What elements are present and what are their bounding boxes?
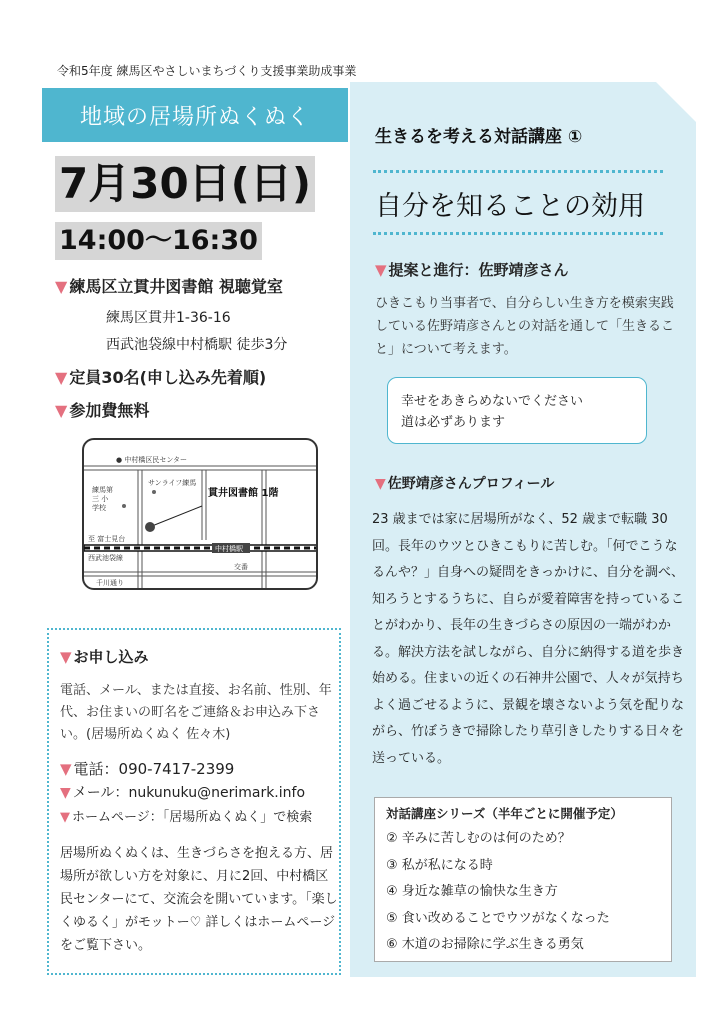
capacity-label: 定員30名(申し込み先着順)	[69, 368, 267, 387]
apply-title-label: お申し込み	[73, 648, 149, 666]
contact-phone	[60, 758, 234, 779]
series-item: ④ 身近な雑草の愉快な生き方	[386, 884, 558, 899]
contact-homepage	[60, 806, 312, 825]
series-list	[386, 826, 610, 959]
apply-text: 電話、メール、または直接、お名前、性別、年代、お住まいの町名をご連絡＆お申込み下さい。(居場所ぬくぬく 佐々木)	[60, 683, 332, 742]
quote-line: 道は必ずあります	[401, 415, 506, 430]
email-label: メール：nukunuku@nerimark.info	[72, 785, 306, 801]
marker-icon: ▼	[55, 401, 68, 420]
map-label-koban: 交番	[234, 563, 248, 571]
facilitator-label: 提案と進行：佐野靖彦さん	[388, 261, 569, 279]
dotted-divider	[373, 170, 663, 173]
profile-text: 23 歳までは家に居場所がなく、52 歳まで転職 30 回。長年のウツとひきこもりに苦しむ。「何でこうなるんや？」自身への疑問をきっかけに、自分を調べ、知ろうとするうちに、自らが愛着障害を持っていることがわかり、長年の生きづらさの原因の一端がわかる。解決方法を試しながら、自分に納得する道を歩き始める。住まいの近くの石神井公園で、人々が気持ちよく過ごせるように、景観を壊さないよう気を配りながら、竹ぼうきで掃除したり草引きしたりする日々を送っている。	[372, 512, 685, 766]
fee-label: 参加費無料	[69, 401, 150, 420]
grant-note: 令和5年度 練馬区やさしいまちづくり支援事業助成事業	[57, 64, 357, 78]
series-item: ⑥ 木道のお掃除に学ぶ生きる勇気	[386, 937, 584, 952]
marker-icon: ▼	[375, 261, 387, 279]
lecture-series-title: 生きるを考える対話講座 ①	[375, 127, 583, 147]
map-label-store: サンライフ練馬	[148, 479, 197, 487]
event-time: 14:00〜16:30	[55, 222, 262, 260]
quote-line: 幸せをあきらめないでください	[401, 394, 584, 409]
marker-icon: ▼	[55, 368, 68, 387]
profile-label: 佐野靖彦さんプロフィール	[387, 476, 555, 492]
facilitator-text: ひきこもり当事者で、自分らしい生き方を模索実践している佐野靖彦さんとの対話を通して「生きること」について考えます。	[375, 296, 675, 357]
access-map	[82, 438, 318, 590]
map-label-street: 千川通り	[96, 579, 124, 587]
dotted-divider	[373, 232, 663, 235]
marker-icon: ▼	[60, 785, 71, 801]
lecture-theme: 自分を知ることの効用	[375, 191, 645, 222]
series-item: ⑤ 食い改めることでウツがなくなった	[386, 910, 610, 926]
series-item: ③ 私が私になる時	[386, 857, 493, 873]
fee	[55, 398, 149, 421]
panel-corner-cut	[656, 82, 696, 122]
map-label-station: 中村橋駅	[215, 545, 243, 553]
apply-title	[60, 646, 149, 667]
event-date: 7月30日(日)	[55, 156, 315, 212]
marker-icon: ▼	[60, 810, 70, 825]
map-label-community-center: ● 中村橋区民センター	[116, 456, 188, 464]
capacity	[55, 365, 266, 388]
marker-icon: ▼	[55, 277, 68, 296]
map-label-library: 貫井図書館 1階	[208, 488, 279, 499]
marker-icon: ▼	[60, 648, 72, 666]
facilitator-heading	[375, 259, 569, 280]
map-label-school: 練馬第三 小学校	[92, 486, 113, 512]
marker-icon: ▼	[60, 760, 72, 778]
venue-name	[55, 274, 283, 297]
series-item: ② 辛みに苦しむのは何のため？	[386, 831, 571, 846]
quote-text	[401, 391, 583, 433]
about-text: 居場所ぬくぬくは、生きづらさを抱える方、居場所が欲しい方を対象に、月に2回、中村橋区民センターにて、交流会を開いています。「楽しくゆるく」がモットー♡ 詳しくはホームページをご覧下さい。	[60, 846, 338, 953]
map-label-line: 西武池袋線	[88, 554, 123, 562]
venue-label: 練馬区立貫井図書館 視聴覚室	[69, 277, 283, 296]
homepage-label: ホームページ：「居場所ぬくぬく」で検索	[72, 810, 313, 825]
map-label-fujimidai: 至 富士見台	[88, 535, 126, 543]
contact-email	[60, 782, 305, 802]
venue-access: 西武池袋線中村橋駅 徒歩3分	[106, 337, 288, 353]
marker-icon: ▼	[375, 476, 386, 492]
event-name-banner: 地域の居場所ぬくぬく	[42, 88, 348, 142]
phone-label: 電話：090-7417-2399	[73, 760, 235, 778]
profile-heading	[375, 473, 554, 493]
venue-address: 練馬区貫井1-36-16	[106, 310, 231, 326]
series-title: 対話講座シリーズ（半年ごとに開催予定）	[386, 806, 623, 821]
